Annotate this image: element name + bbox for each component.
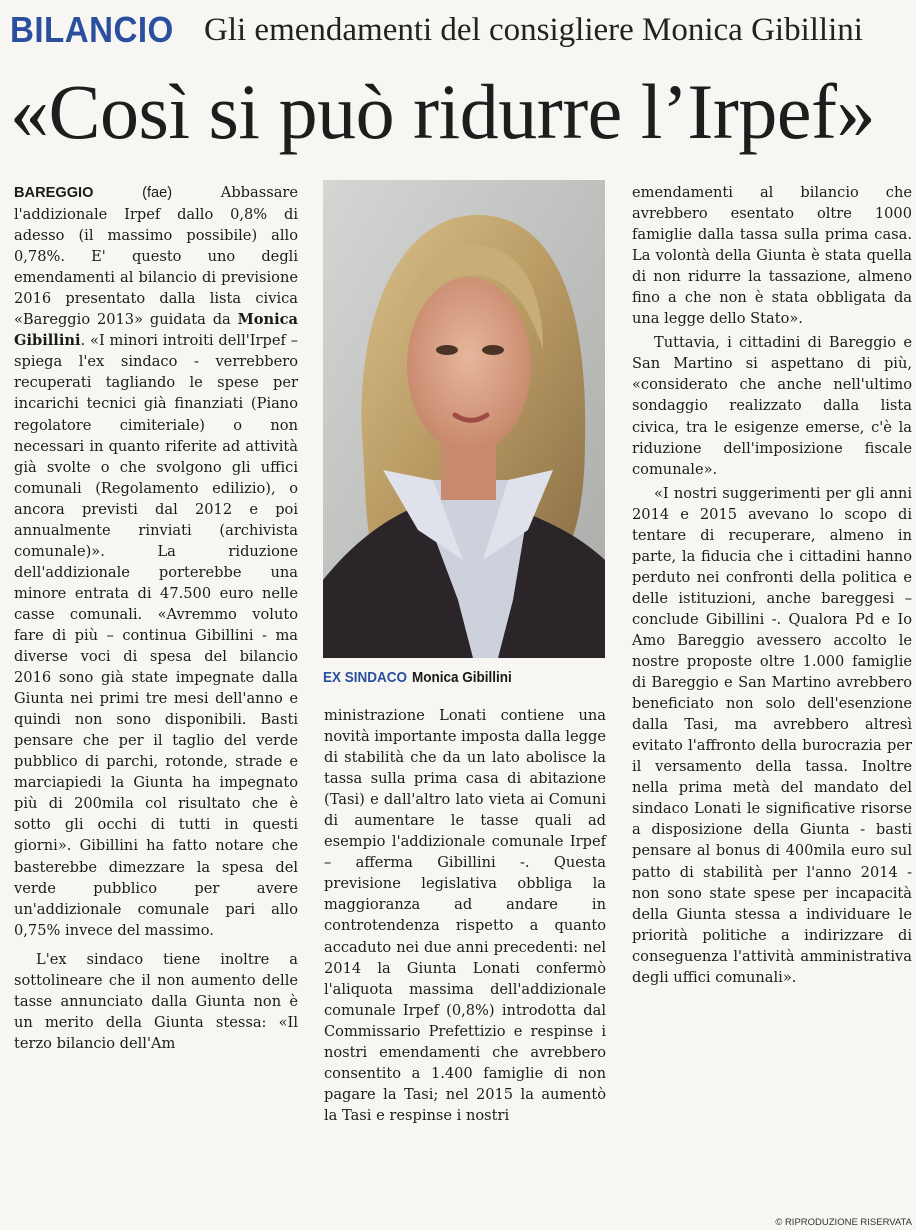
paragraph-1-continued: . «I minori introiti dell'Irpef – spiega l'ex sindaco - verrebbero recuperati tagliando le spese per incarichi tecnici già finanziati (Piano regolatore cimiteriale) o non necessari in quanto riferite ad attività già svolte o che svolgono gli uffici comunali (Regolamento edilizio), o ancora previsti dal 2012 e poi annualmente rinviati (archivista comunale)». La riduzione dell'addizionale porterebbe una minore entrata di 47.500 euro nelle casse comunali. «Avremmo voluto fare di più – continua Gibillini - ma diverse voci di spesa del bilancio 2016 sono già state impegnate dalla Giunta nei primi tre mesi dell'anno e quindi non sono disponibili. Basti pensare che per il taglio del verde pubblico di parchi, rotonde, strade e marciapiedi la Giunta ha impegnato più di 200mila col risultato che è sotto gli occhi di tutti in questi giorni». Gibillini ha fatto notare che basterebbe dimezzare la spesa del verde pubblico per avere un'addizionale comunale pari allo 0,75% invece del massimo. xyxy=(14,332,298,939)
caption-label: EX SINDACO xyxy=(323,668,408,686)
article-column-1 xyxy=(14,182,298,1054)
subject-name: Monica Gibillini xyxy=(14,311,298,350)
kicker-line xyxy=(10,8,910,52)
article-column-2 xyxy=(324,705,606,1126)
photo-caption xyxy=(323,663,605,691)
caption-name: Monica Gibillini xyxy=(412,668,513,686)
headline: «Così si può ridurre l’Irpef» xyxy=(10,68,875,155)
kicker-text: Gli emendamenti del consigliere Monica Gibillini xyxy=(204,11,863,48)
paragraph-2-middle: ministrazione Lonati contiene una novità importante imposta dalla legge di stabilità che da un lato abolisce la tassa sulla prima casa di abitazione (Tasi) e dall'altro lato vieta ai Comuni di aumentare le tasse quali ad esempio l'addizionale comunale Irpef – afferma Gibillini -. Questa previsione legislativa obbliga la maggioranza ad andare in controtendenza rispetto a quanto accaduto nei due anni precedenti: nel 2014 la Giunta Lonati confermò l'aliquota massima dell'addizionale comunale Irpef (0,8%) introdotta dal Commissario Prefettizio e respinse i nostri emendamenti che avrebbero consentito a 1.400 famiglie di non pagare la Tasi; nel 2015 la aumentò la Tasi e respinse i nostri xyxy=(324,707,606,1124)
paragraph-1-text: Abbassare l'addizionale Irpef dallo 0,8% di adesso (il massimo possibile) allo 0,78%. E' questo uno degli emendamenti al bilancio di previsione 2016 presentato dalla lista civica «Bareggio 2013» guidata da xyxy=(14,184,299,329)
dateline: BAREGGIO xyxy=(14,185,94,201)
copyright-text: © RIPRODUZIONE RISERVATA xyxy=(775,1217,912,1228)
paragraph-2-start: L'ex sindaco tiene inoltre a sottolineare che il non aumento delle tasse annunciato dalla Giunta non è un merito della Giunta stessa: «Il terzo bilancio dell'Am xyxy=(14,950,298,1052)
portrait-image xyxy=(323,180,605,658)
paragraph-2-end: emendamenti al bilancio che avrebbero esentato oltre 1000 famiglie dalla tassa sulla prima casa. La volontà della Giunta è stata quella di non ridurre la tassazione, almeno fino a che non è stata obbligata da una legge dello Stato». xyxy=(632,184,912,328)
source-tag: (fae) xyxy=(142,185,173,201)
paragraph-3: Tuttavia, i cittadini di Bareggio e San Martino si aspettano di più, «considerato che anche nell'ultimo sondaggio realizzato dalla lista civica, tra le esigenze emerse, c'è la riduzione dell'imposizione fiscale comunale». xyxy=(632,334,912,478)
portrait-photo xyxy=(323,180,605,658)
section-label: BILANCIO xyxy=(10,9,174,50)
copyright-notice xyxy=(775,1217,912,1228)
paragraph-4: «I nostri suggerimenti per gli anni 2014 e 2015 avevano lo scopo di tentare di recuperare, almeno in parte, la fiducia che i cittadini hanno perduto nei confronti della politica e delle istituzioni, anche bareggesi – conclude Gibillini -. Qualora Pd e Io Amo Bareggio avessero accolto le nostre proposte oltre 1.000 famiglie di Bareggio e San Martino avrebbero beneficiato non solo dell'esenzione dalla Tasi, ma avrebbero altresì evitato l'affronto della burocrazia per il versamento della tassa. Inoltre nella prima metà del mandato del sindaco Lonati le significative risorse a disposizione della Giunta - basti pensare al bonus di 400mila euro sul patto di stabilità per l'anno 2014 - non sono state spese per incapacità della Giunta stessa a individuare le priorità politiche a indirizzare di conseguenza l'attività amministrativa degli uffici comunali». xyxy=(632,484,912,986)
article-column-3 xyxy=(632,182,912,988)
